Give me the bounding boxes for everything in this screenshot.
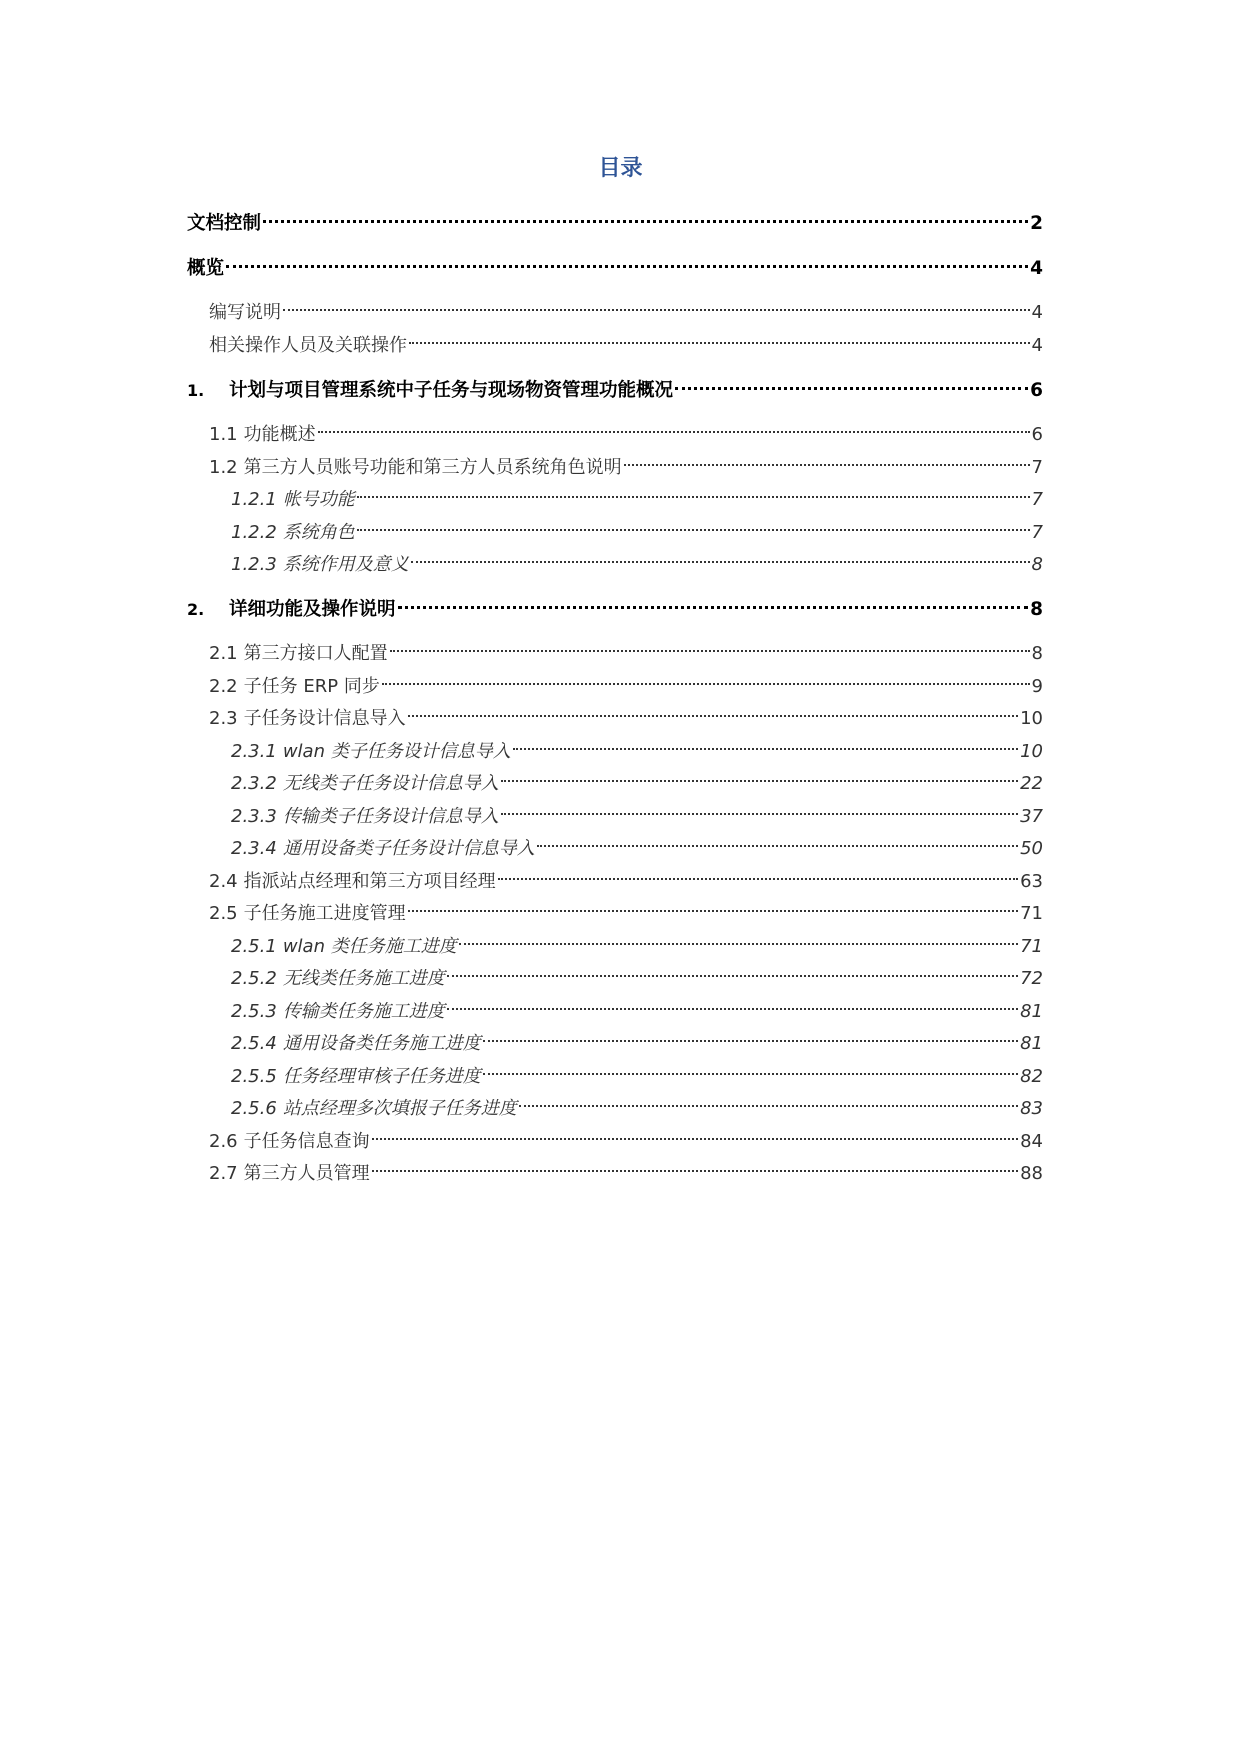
dot-leader	[624, 445, 1030, 473]
toc-entry-number: 2.5.1	[231, 936, 277, 957]
toc-entry-page: 88	[1020, 1163, 1043, 1184]
toc-entry-number: 2.1	[209, 643, 238, 664]
dot-leader	[408, 891, 1018, 919]
toc-entry-page: 84	[1020, 1131, 1043, 1152]
toc-entry-page: 4	[1031, 335, 1043, 356]
dot-leader	[519, 1086, 1018, 1114]
toc-entry-number: 1.1	[209, 424, 238, 445]
toc-entry-page: 6	[1031, 424, 1043, 445]
toc-entry-page: 6	[1030, 380, 1043, 401]
dot-leader	[357, 477, 1030, 505]
toc-entry-number: 2.3.3	[231, 806, 277, 827]
toc-entry-2-3-4[interactable]	[231, 826, 1043, 859]
toc-entry-2-3-3[interactable]	[231, 794, 1043, 827]
toc-entry-page: 8	[1030, 599, 1043, 620]
dot-leader	[501, 794, 1018, 822]
toc-entry-number: 1.2.3	[231, 554, 277, 575]
dot-leader	[498, 859, 1018, 887]
toc-entry-page: 7	[1031, 457, 1043, 478]
toc-entry-number: 2.3	[209, 708, 238, 729]
dot-leader	[318, 412, 1030, 440]
toc-entry-text: 子任务 ERP 同步	[243, 676, 380, 697]
toc-entry-text: 计划与项目管理系统中子任务与现场物资管理功能概况	[229, 380, 674, 401]
toc-entry-page: 83	[1020, 1098, 1043, 1119]
toc-entry-text: 任务经理审核子任务进度	[282, 1066, 481, 1087]
dot-leader	[372, 1119, 1018, 1147]
toc-entry-2-5-6[interactable]	[231, 1086, 1043, 1119]
toc-entry-text: 子任务设计信息导入	[243, 708, 406, 729]
toc-entry-text: 文档控制	[187, 213, 262, 234]
toc-entry-number: 2.5.5	[231, 1066, 277, 1087]
toc-entry-number: 1.2	[209, 457, 238, 478]
dot-leader	[483, 1054, 1018, 1082]
toc-entry-1-1[interactable]	[209, 412, 1043, 445]
dot-leader	[459, 924, 1018, 952]
toc-entry-number: 1.2.2	[231, 522, 277, 543]
toc-entry-overview[interactable]	[187, 246, 1043, 279]
toc-entry-number: 2.6	[209, 1131, 238, 1152]
toc-entry-2-7[interactable]	[209, 1151, 1043, 1184]
toc-entry-2-3-2[interactable]	[231, 761, 1043, 794]
toc-entry-text: 无线类子任务设计信息导入	[282, 773, 499, 794]
toc-entry-text: 通用设备类任务施工进度	[282, 1033, 481, 1054]
toc-entry-text: 第三方人员管理	[243, 1163, 370, 1184]
toc-entry-2-3-1[interactable]	[231, 729, 1043, 762]
toc-entry-number: 2.3.2	[231, 773, 277, 794]
toc-entry-section-2[interactable]	[187, 587, 1043, 620]
toc-entry-document-control[interactable]	[187, 201, 1043, 234]
toc-entry-2-5-3[interactable]	[231, 989, 1043, 1022]
toc-entry-page: 71	[1020, 903, 1043, 924]
toc-entry-page: 81	[1020, 1033, 1043, 1054]
toc-entry-1-2-1[interactable]	[231, 477, 1043, 510]
toc-entry-2-5-4[interactable]	[231, 1021, 1043, 1054]
toc-entry-number: 2.	[187, 600, 205, 619]
dot-leader	[357, 510, 1030, 538]
dot-leader	[537, 826, 1018, 854]
toc-entry-2-5-5[interactable]	[231, 1054, 1043, 1087]
toc-entry-text: 子任务施工进度管理	[243, 903, 406, 924]
toc-entry-2-1[interactable]	[209, 631, 1043, 664]
toc-entry-page: 8	[1031, 554, 1043, 575]
toc-entry-text: 通用设备类子任务设计信息导入	[282, 838, 535, 859]
dot-leader	[411, 542, 1030, 570]
toc-entry-related-operators[interactable]	[209, 323, 1043, 356]
toc-entry-writing-notes[interactable]	[209, 290, 1043, 323]
toc-entry-page: 7	[1031, 522, 1043, 543]
toc-entry-page: 4	[1031, 302, 1043, 323]
dot-leader	[372, 1151, 1018, 1179]
toc-entry-2-4[interactable]	[209, 859, 1043, 892]
toc-entry-text: 传输类任务施工进度	[282, 1001, 445, 1022]
toc-entry-text: 站点经理多次填报子任务进度	[282, 1098, 517, 1119]
dot-leader	[283, 290, 1030, 318]
dot-leader	[409, 323, 1030, 351]
toc-entry-text: 功能概述	[243, 424, 316, 445]
toc-entry-page: 63	[1020, 871, 1043, 892]
toc-entry-1-2[interactable]	[209, 445, 1043, 478]
dot-leader	[483, 1021, 1018, 1049]
toc-title: 目录	[598, 156, 643, 181]
toc-entry-text: 第三方接口人配置	[243, 643, 388, 664]
toc-entry-number: 1.	[187, 381, 205, 400]
toc-entry-text: 相关操作人员及关联操作	[209, 335, 407, 356]
toc-entry-page: 9	[1031, 676, 1043, 697]
toc-entry-page: 4	[1030, 258, 1043, 279]
toc-entry-text: 无线类任务施工进度	[282, 968, 445, 989]
toc-entry-text: 指派站点经理和第三方项目经理	[243, 871, 496, 892]
toc-entry-page: 22	[1020, 773, 1043, 794]
toc-entry-text: 系统角色	[282, 522, 355, 543]
toc-entry-text: 帐号功能	[282, 489, 355, 510]
toc-entry-page: 10	[1020, 741, 1043, 762]
toc-entry-page: 8	[1031, 643, 1043, 664]
dot-leader	[501, 761, 1018, 789]
toc-entry-number: 2.3.4	[231, 838, 277, 859]
toc-entry-number: 1.2.1	[231, 489, 277, 510]
toc-entry-number: 2.5.2	[231, 968, 277, 989]
dot-leader	[447, 956, 1018, 984]
dot-leader	[675, 368, 1028, 396]
toc-entry-2-5-2[interactable]	[231, 956, 1043, 989]
toc-entry-number: 2.7	[209, 1163, 238, 1184]
dot-leader	[226, 246, 1028, 274]
toc-entry-number: 2.5	[209, 903, 238, 924]
dot-leader	[408, 696, 1018, 724]
toc-entry-text: 详细功能及操作说明	[229, 599, 396, 620]
toc-entry-text: 概览	[187, 258, 225, 279]
toc-entry-page: 37	[1020, 806, 1043, 827]
toc-entry-number: 2.4	[209, 871, 238, 892]
toc-entry-text: 第三方人员账号功能和第三方人员系统角色说明	[243, 457, 622, 478]
toc-entry-2-3[interactable]	[209, 696, 1043, 729]
dot-leader	[390, 631, 1030, 659]
toc-entry-page: 7	[1031, 489, 1043, 510]
toc-entry-text: 编写说明	[209, 302, 281, 323]
toc-entry-page: 10	[1020, 708, 1043, 729]
toc-entry-page: 50	[1020, 838, 1043, 859]
dot-leader	[263, 201, 1028, 229]
toc-entry-page: 2	[1030, 213, 1043, 234]
toc-entry-1-2-2[interactable]	[231, 510, 1043, 543]
toc-entry-page: 81	[1020, 1001, 1043, 1022]
toc-entry-number: 2.5.6	[231, 1098, 277, 1119]
toc-entry-text: 子任务信息查询	[243, 1131, 370, 1152]
toc-entry-number: 2.3.1	[231, 741, 277, 762]
dot-leader	[447, 989, 1018, 1017]
toc-entry-text: wlan 类任务施工进度	[282, 936, 457, 957]
toc-entry-page: 82	[1020, 1066, 1043, 1087]
toc-entry-2-5-1[interactable]	[231, 924, 1043, 957]
toc-entry-1-2-3[interactable]	[231, 542, 1043, 575]
toc-entry-2-6[interactable]	[209, 1119, 1043, 1152]
dot-leader	[513, 729, 1018, 757]
dot-leader	[382, 664, 1030, 692]
toc-entry-page: 71	[1020, 936, 1043, 957]
toc-entry-text: 传输类子任务设计信息导入	[282, 806, 499, 827]
dot-leader	[398, 587, 1029, 615]
toc-entry-number: 2.2	[209, 676, 238, 697]
toc-entry-section-1[interactable]	[187, 368, 1043, 401]
toc-entry-text: wlan 类子任务设计信息导入	[282, 741, 511, 762]
toc-entry-text: 系统作用及意义	[282, 554, 409, 575]
toc-entry-2-5[interactable]	[209, 891, 1043, 924]
toc-entry-number: 2.5.3	[231, 1001, 277, 1022]
toc-entry-2-2[interactable]	[209, 664, 1043, 697]
toc-entry-page: 72	[1020, 968, 1043, 989]
toc-entry-number: 2.5.4	[231, 1033, 277, 1054]
